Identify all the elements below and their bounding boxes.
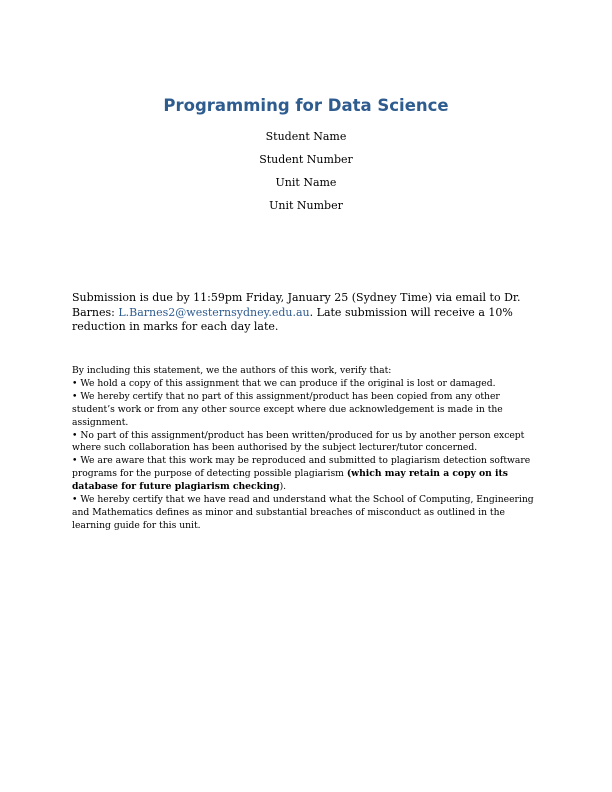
unit-number-field: Unit Number (269, 199, 343, 212)
submission-text-before: Submission is due by 11:59pm Friday, January 25 (Sydney Time) via email to Dr. Barnes: (72, 291, 521, 319)
declaration-bullet (72, 455, 540, 494)
submission-notice (72, 291, 540, 335)
student-number-field: Student Number (259, 153, 353, 166)
declaration-intro: By including this statement, we the authors of this work, verify that: (72, 365, 392, 376)
bullet-4-bold-text: (which may retain a copy on its database for future plagiarism checking (72, 468, 508, 493)
declaration-bullet: • We hereby certify that no part of this assignment/product has been copied from any other student’s work or from any other source except where due acknowledgement is made in the assignment. (72, 390, 503, 428)
declaration-bullet: • We hereby certify that we have read and understand what the School of Computing, Engineering and Mathematics defines as minor and substantial breaches of misconduct as outlined in the learning guide for this unit. (72, 494, 534, 531)
declaration-statement (72, 365, 540, 533)
bullet-4-text: • We are aware that this work may be reproduced and submitted to plagiarism detection software programs for the purpose of detecting possible plagiarism (72, 455, 531, 480)
email-link[interactable]: L.Barnes2@westernsydney.edu.au (118, 305, 310, 319)
student-name-field: Student Name (265, 130, 347, 143)
declaration-bullet: • No part of this assignment/product has been written/produced for us by another person except where such collaboration has been authorised by the subject lecturer/tutor concerned. (72, 429, 525, 454)
declaration-bullet: • We hold a copy of this assignment that we can produce if the original is lost or damaged. (72, 377, 496, 389)
submission-text-after: . Late submission will receive a 10% reduction in marks for each day late. (72, 305, 513, 333)
bullet-4-end: ). (279, 481, 287, 493)
unit-name-field: Unit Name (275, 176, 337, 189)
document-title: Programming for Data Science (163, 96, 449, 115)
